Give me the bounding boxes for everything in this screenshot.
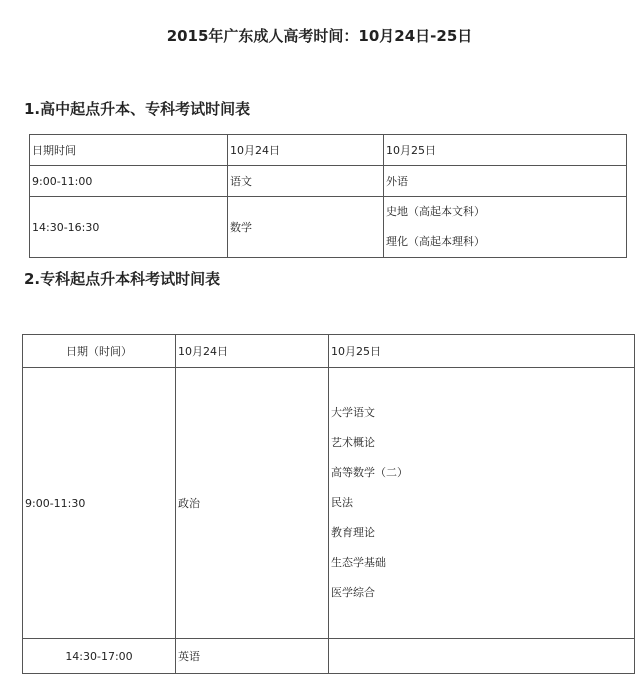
- header-cell-day1: 10月24日: [228, 135, 384, 166]
- subject-item: 史地（高起本文科）: [386, 205, 485, 218]
- section-heading-high-school: 1.高中起点升本、专科考试时间表: [24, 100, 251, 118]
- subject-item: 生态学基础: [331, 556, 386, 569]
- subject-item: 医学综合: [331, 586, 375, 599]
- subject-cell-day2: [384, 197, 627, 258]
- subject-cell-day2: [329, 368, 635, 639]
- table-header-row: [30, 135, 627, 166]
- page-title: 2015年广东成人高考时间：10月24日-25日: [166, 27, 473, 45]
- subject-item: 大学语文: [331, 406, 375, 419]
- time-cell: 14:30-17:00: [23, 639, 176, 674]
- subject-cell-day1: 数学: [228, 197, 384, 258]
- table-row: [30, 166, 627, 197]
- section-heading-associate: 2.专科起点升本科考试时间表: [24, 270, 221, 288]
- subject-cell-day1: 语文: [228, 166, 384, 197]
- subject-item: 高等数学（二）: [331, 466, 408, 479]
- time-cell: 14:30-16:30: [30, 197, 228, 258]
- table-row: [23, 368, 635, 639]
- subject-item: 教育理论: [331, 526, 375, 539]
- subject-cell-day2: 外语: [384, 166, 627, 197]
- time-cell: 9:00-11:00: [30, 166, 228, 197]
- schedule-table-associate: [22, 334, 635, 674]
- schedule-table-high-school: [29, 134, 627, 258]
- header-cell-time: 日期（时间）: [23, 335, 176, 368]
- subject-item: 理化（高起本理科）: [386, 235, 485, 248]
- subject-cell-day2: [329, 639, 635, 674]
- header-cell-day2: 10月25日: [329, 335, 635, 368]
- table-row: [30, 197, 627, 258]
- header-cell-day2: 10月25日: [384, 135, 627, 166]
- table-row: [23, 639, 635, 674]
- subject-cell-day1: 英语: [176, 639, 329, 674]
- subject-cell-day1: 政治: [176, 368, 329, 639]
- header-cell-time: 日期时间: [30, 135, 228, 166]
- header-cell-day1: 10月24日: [176, 335, 329, 368]
- subject-item: 艺术概论: [331, 436, 375, 449]
- time-cell: 9:00-11:30: [23, 368, 176, 639]
- subject-item: 民法: [331, 496, 353, 509]
- table-header-row: [23, 335, 635, 368]
